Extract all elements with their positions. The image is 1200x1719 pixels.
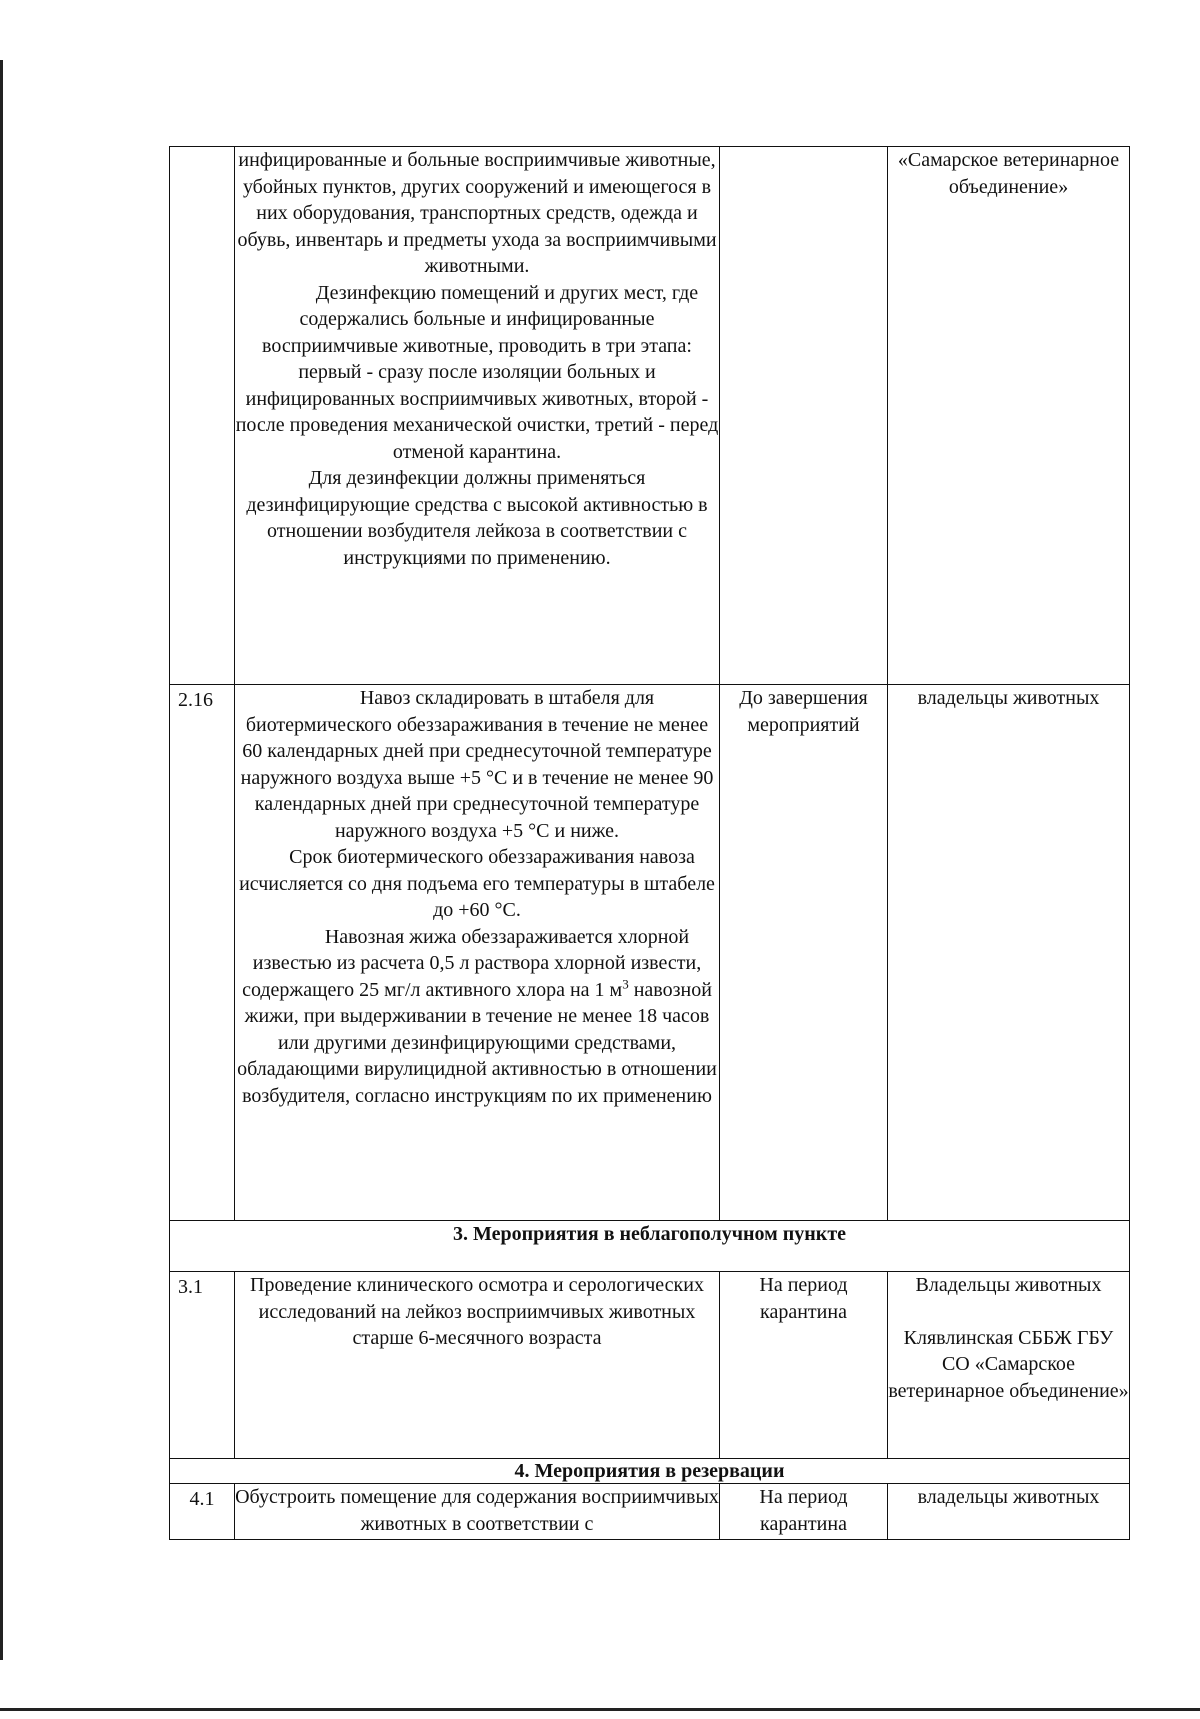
measure-paragraph: Обустроить помещение для содержания восприимчивых животных в соответствии с (235, 1486, 719, 1535)
measures-table (169, 146, 1130, 1540)
row-number (170, 147, 234, 149)
table-row (170, 685, 1130, 1221)
measure-text-cell (235, 1272, 720, 1459)
measure-text-cell (235, 685, 720, 1221)
responsible-text: «Самарское ветеринарное объединение» (897, 149, 1120, 198)
measure-text-part: Навозная жижа обеззараживается хлорной известью из расчета 0,5 л раствора хлорной извести, содержащего 25 мг/л активного хлора на 1 м (242, 925, 702, 1001)
row-number-cell (170, 1272, 235, 1459)
row-number-cell (170, 147, 235, 685)
table-row (170, 1484, 1130, 1540)
responsible-cell (888, 147, 1130, 685)
measure-paragraph: Срок биотермического обеззараживания навоза исчисляется со дня подъема его температуры в штабеле до +60 °С. (239, 846, 715, 921)
table-row (170, 147, 1130, 685)
responsible-text: Владельцы животных (915, 1274, 1102, 1296)
measure-paragraph: Проведение клинического осмотра и серологических исследований на лейкоз восприимчивых животных старше 6-месячного возраста (250, 1274, 704, 1349)
row-number: 3.1 (178, 1276, 203, 1298)
measure-paragraph: Для дезинфекции должны применяться дезинфицирующие средства с высокой активностью в отношении возбудителя лейкоза в соответствии с инструкциями по применению. (246, 467, 708, 569)
term-cell (720, 1484, 888, 1540)
term-cell (720, 147, 888, 685)
measure-text-cell (235, 1484, 720, 1540)
row-number: 4.1 (189, 1488, 215, 1510)
responsible-cell (888, 1272, 1130, 1459)
responsible-text: владельцы животных (917, 1486, 1100, 1508)
responsible-text: владельцы животных (917, 687, 1100, 709)
row-number-cell (170, 685, 235, 1221)
superscript-3: 3 (622, 975, 629, 991)
term-text: На период карантина (759, 1486, 848, 1535)
section-heading-row (170, 1459, 1130, 1484)
measure-paragraph (235, 924, 719, 1110)
row-number: 2.16 (178, 689, 213, 711)
measure-paragraph: инфицированные и больные восприимчивые животные, убойных пунктов, других сооружений и имеющегося в них оборудования, транспортных средств, одежда и обувь, инвентарь и предметы ухода за восприимчивыми животными. (237, 149, 717, 277)
term-cell (720, 1272, 888, 1459)
section-heading: 4. Мероприятия в резервации (170, 1459, 1130, 1484)
spacer (888, 1299, 1129, 1325)
section-heading: 3. Мероприятия в неблагополучном пункте (170, 1221, 1130, 1272)
term-text: На период карантина (759, 1274, 848, 1323)
responsible-text: Клявлинская СББЖ ГБУ СО «Самарское ветеринарное объединение» (888, 1326, 1129, 1402)
responsible-cell (888, 1484, 1130, 1540)
measure-text-part: навозной жижи, при выдерживании в течение не менее 18 часов или другими дезинфицирующими средствами, обладающими вирулицидной активностью в отношении возбудителя, согласно инструкциям по их применению (237, 978, 717, 1107)
section-heading-row (170, 1221, 1130, 1272)
responsible-cell (888, 685, 1130, 1221)
measure-paragraph: Навоз складировать в штабеля для биотермического обеззараживания в течение не менее 60 календарных дней при среднесуточной температуре наружного воздуха выше +5 °С и в течение не менее 90 календарных дней при среднесуточной температуре наружного воздуха +5 °С и ниже. (240, 687, 714, 842)
scan-edge-bottom (0, 1708, 1200, 1711)
measure-paragraph: Дезинфекцию помещений и других мест, где содержались больные и инфицированные восприимчивые животные, проводить в три этапа: первый - сразу после изоляции больных и инфицированных восприимчивых животных, второй - после проведения механической очистки, третий - перед отменой карантина. (235, 281, 719, 463)
row-number-cell (170, 1484, 235, 1540)
table-row (170, 1272, 1130, 1459)
scan-edge-left (0, 60, 3, 1660)
term-cell (720, 685, 888, 1221)
term-text: До завершения мероприятий (739, 687, 868, 736)
measure-text-cell (235, 147, 720, 685)
